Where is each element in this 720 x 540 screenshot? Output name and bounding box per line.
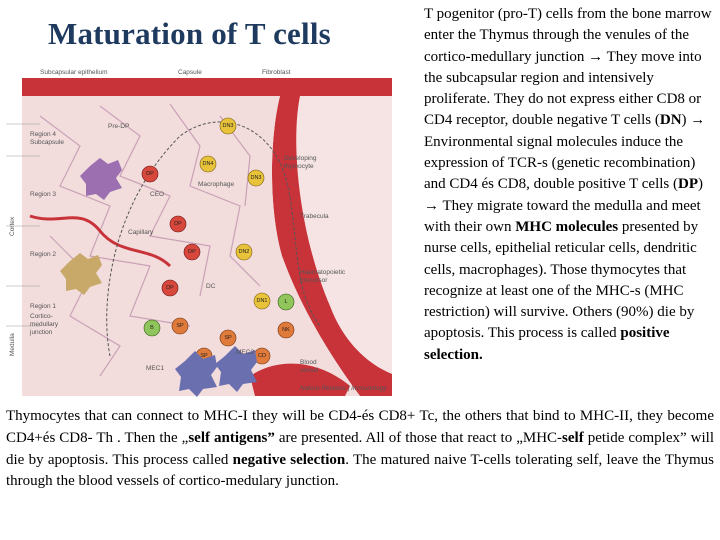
thymus-diagram [0, 56, 414, 416]
bottom-paragraph [6, 406, 714, 493]
svg-text:SP: SP [224, 335, 232, 341]
label-region-4: Region 4 [30, 131, 57, 138]
svg-text:DP: DP [146, 171, 154, 177]
bottom-negative-selection: negative selection [232, 451, 346, 468]
label-dc: DC [206, 283, 216, 290]
label-subcapsular-epithelium: Subcapsular epithelium [40, 69, 108, 76]
label-trabecula: Trabecula [300, 213, 329, 220]
svg-text:DN3: DN3 [222, 123, 234, 129]
dn3-cell [220, 118, 236, 134]
bottom-self: self [562, 429, 584, 446]
label-capillary: Capillary [128, 229, 154, 236]
dp-cell-1 [142, 166, 158, 182]
label-capsule: Capsule [178, 69, 202, 76]
side-paragraph [424, 4, 716, 366]
thymus-diagram-svg [0, 56, 414, 416]
svg-text:CD: CD [258, 353, 266, 359]
label-region-3: Region 3 [30, 191, 57, 198]
label-fibroblast: Fibroblast [262, 69, 291, 76]
figure-credit: Nature Reviews | Immunology [300, 385, 387, 392]
label-medullary: medullary [30, 321, 59, 328]
svg-text:SP: SP [176, 323, 184, 329]
label-mec1: MEC1 [146, 365, 165, 372]
l-cell [278, 294, 294, 310]
sp-cell-2 [220, 330, 236, 346]
b-cell [144, 320, 160, 336]
label-medulla: Medulla [9, 333, 16, 356]
side-text-2: ) → Environmental signal molecules induce the expression of TCR-s (genetic recombination) and CD4 és CD8, double positive T cells ( [424, 112, 706, 193]
side-dp: DP [678, 176, 699, 193]
label-macrophage: Macrophage [198, 181, 235, 188]
label-precursor: precursor [300, 277, 328, 284]
svg-text:L: L [284, 299, 288, 305]
label-mec2: MEC2 [236, 349, 255, 356]
svg-text:B: B [150, 325, 154, 331]
side-mhc-molecules: MHC molecules [515, 218, 619, 235]
sp-cell-1 [172, 318, 188, 334]
svg-text:DN4: DN4 [202, 161, 214, 167]
label-haematopoietic: Haematopoietic [300, 269, 346, 276]
svg-text:NK: NK [282, 327, 290, 333]
dn1-cell [254, 293, 270, 309]
bottom-text-4: . The matured naive T-cells tolerating self, leave the Thymus through the blood vessels of cortico-medulary junction. [6, 451, 714, 490]
bottom-text-2: are presented. All of those that react to „MHC- [274, 429, 563, 446]
dp-cell-3 [162, 280, 178, 296]
page-title: Maturation of T cells [48, 16, 331, 51]
dn2-cell [236, 244, 252, 260]
dp-cell-2 [170, 216, 186, 232]
label-thymocyte: thymocyte [284, 163, 314, 170]
label-region-1: Region 1 [30, 303, 57, 310]
bottom-text-3: petide complex” will die by apoptosis. This process called [6, 429, 715, 468]
side-text-3: ) → They migrate toward the medulla and meet with their own [424, 176, 704, 235]
label-cortex: Cortex [9, 216, 16, 236]
side-text-4: presented by nurse cells, epithelial reticular cells, dendritic cells, macrophages). Those thymocytes that recognize at least one of the MHC-s (MHC restriction) will survive. Others (90%) die by apoptosis. This process is called [424, 218, 699, 342]
label-cortico: Cortico- [30, 313, 53, 320]
nk-cell [278, 322, 294, 338]
svg-text:DN2: DN2 [238, 249, 250, 255]
bottom-self-antigens: self antigens” [188, 429, 275, 446]
label-vessel: vessel [300, 367, 319, 374]
svg-text:DN1: DN1 [256, 298, 268, 304]
label-junction: junction [30, 329, 53, 336]
svg-text:DP: DP [166, 285, 174, 291]
dn3-cell-2 [248, 170, 264, 186]
label-developing: Developing [284, 155, 317, 162]
label-region-2: Region 2 [30, 251, 57, 258]
side-positive-selection: positive selection. [424, 325, 670, 363]
side-text-1: T pogenitor (pro-T) cells from the bone marrow enter the Thymus through the venules of the cortico-medullary junction → They move into the subcapsular region and intensively proliferate. They do not express either CD8 or CD4 receptor, double negative T cells ( [424, 6, 712, 129]
label-ceo: CEO [150, 191, 165, 198]
svg-text:DP: DP [174, 221, 182, 227]
dn4-cell [200, 156, 216, 172]
dp-cell-4 [184, 244, 200, 260]
svg-text:DN3: DN3 [250, 175, 262, 181]
label-subcapsule: Subcapsule [30, 139, 64, 146]
svg-text:DP: DP [188, 249, 196, 255]
bottom-text-1: Thymocytes that can connect to MHC-I they will be CD4-és CD8+ Tc, the others that bind to MHC-II, they become CD4+és CD8- Th . Then the „ [6, 408, 714, 446]
label-blood: Blood [300, 359, 317, 366]
label-pre-dp: Pre-DP [108, 123, 130, 130]
svg-text:SP: SP [200, 353, 208, 359]
side-dn: DN [659, 112, 682, 129]
